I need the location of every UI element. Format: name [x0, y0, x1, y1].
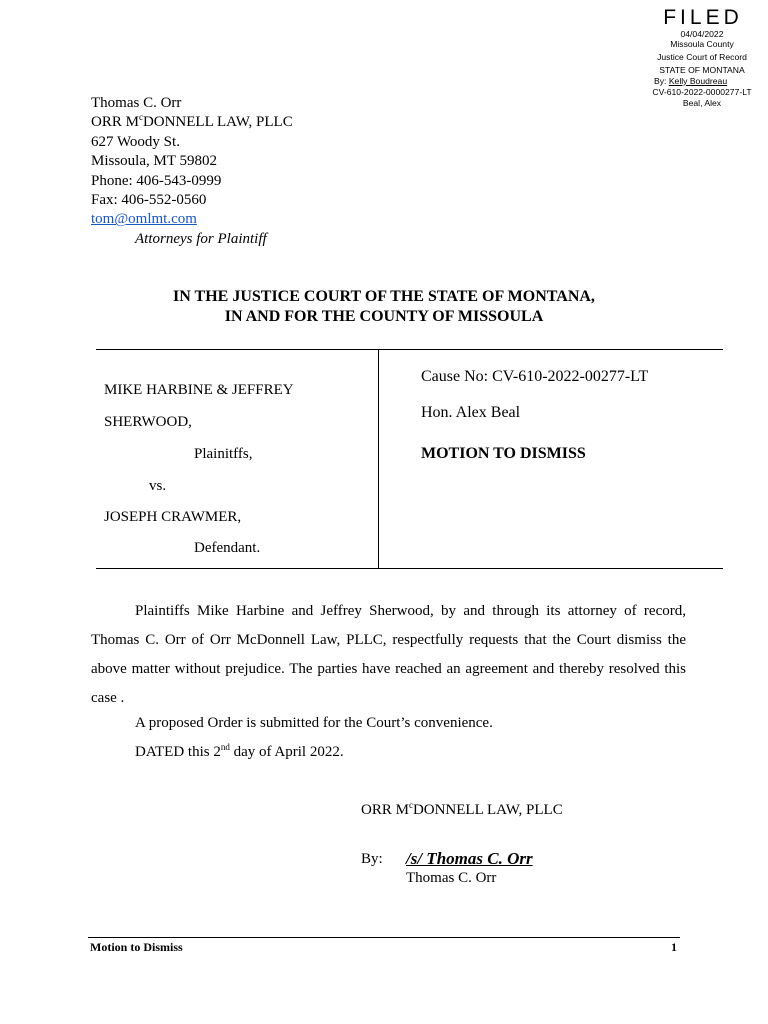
- plaintiffs-line2: SHERWOOD,: [104, 414, 192, 430]
- caption-top-rule: [96, 349, 723, 350]
- court-heading: [0, 287, 768, 327]
- versus: vs.: [149, 478, 167, 494]
- court-heading-line1: IN THE JUSTICE COURT OF THE STATE OF MONTANA,: [173, 288, 595, 305]
- attorney-role: Attorneys for Plaintiff: [135, 230, 267, 247]
- motion-paragraph: Plaintiffs Mike Harbine and Jeffrey Sherwood, by and through its attorney of record, Thomas C. Orr of Orr McDonnell Law, PLLC, respectfully requests that the Court dismiss the above matter without prejudice. The parties have reached an agreement and thereby resolved this case .: [91, 603, 686, 706]
- filed-title: FILED: [663, 6, 743, 29]
- defendant-name: JOSEPH CRAWMER,: [104, 509, 242, 525]
- caption-divider: [378, 349, 379, 568]
- plaintiffs-line1: MIKE HARBINE & JEFFREY: [104, 382, 294, 398]
- filing-stamp: [640, 6, 764, 109]
- motion-body: [91, 597, 686, 713]
- filed-case-number: CV-610-2022-0000277-LT: [652, 87, 752, 97]
- electronic-signature: /s/ Thomas C. Orr: [406, 849, 533, 868]
- filed-court: Justice Court of Record: [657, 52, 747, 62]
- signer-printed-name: Thomas C. Orr: [406, 870, 497, 886]
- attorney-email-link[interactable]: tom@omlmt.com: [91, 211, 197, 228]
- court-heading-line2: IN AND FOR THE COUNTY OF MISSOULA: [224, 308, 544, 325]
- filed-by-clerk: Kelly Boudreau: [668, 76, 728, 86]
- attorney-firm: ORR $M^cDONNELL$ LAW, PLLC: [91, 112, 293, 131]
- presiding-judge: Hon. Alex Beal: [421, 404, 521, 421]
- caption-bottom-rule: [96, 568, 723, 569]
- filed-county: Missoula County: [670, 39, 734, 49]
- cause-number: Cause No: CV-610-2022-00277-LT: [421, 368, 649, 385]
- footer-title: Motion to Dismiss: [90, 940, 183, 954]
- attorney-fax: Fax: 406-552-0560: [91, 192, 207, 209]
- filed-by: [640, 76, 764, 87]
- attorney-city: Missoula, MT 59802: [91, 153, 217, 170]
- filed-by-label: By:: [654, 76, 667, 86]
- attorney-name: Thomas C. Orr: [91, 95, 182, 111]
- attorney-phone: Phone: 406-543-0999: [91, 172, 222, 189]
- filed-date: 04/04/2022: [680, 29, 724, 39]
- defendant-label: Defendant.: [194, 540, 261, 556]
- proposed-order-sentence: A proposed Order is submitted for the Court’s convenience.: [135, 715, 493, 731]
- plaintiffs-label: Plainitffs,: [194, 446, 253, 462]
- filed-judge: Beal, Alex: [682, 98, 722, 108]
- page-number: 1: [671, 940, 677, 954]
- signature-firm: ORR $M^cDONNELL$ LAW, PLLC: [361, 800, 563, 818]
- signature-by-label: By:: [361, 851, 383, 867]
- dated-line: DATED this 2nd day of April 2022.: [135, 742, 344, 760]
- document-title: MOTION TO DISMISS: [421, 445, 586, 462]
- attorney-caption: [91, 94, 293, 249]
- footer-rule: [88, 937, 680, 938]
- filed-state: STATE OF MONTANA: [659, 65, 745, 75]
- attorney-street: 627 Woody St.: [91, 133, 180, 150]
